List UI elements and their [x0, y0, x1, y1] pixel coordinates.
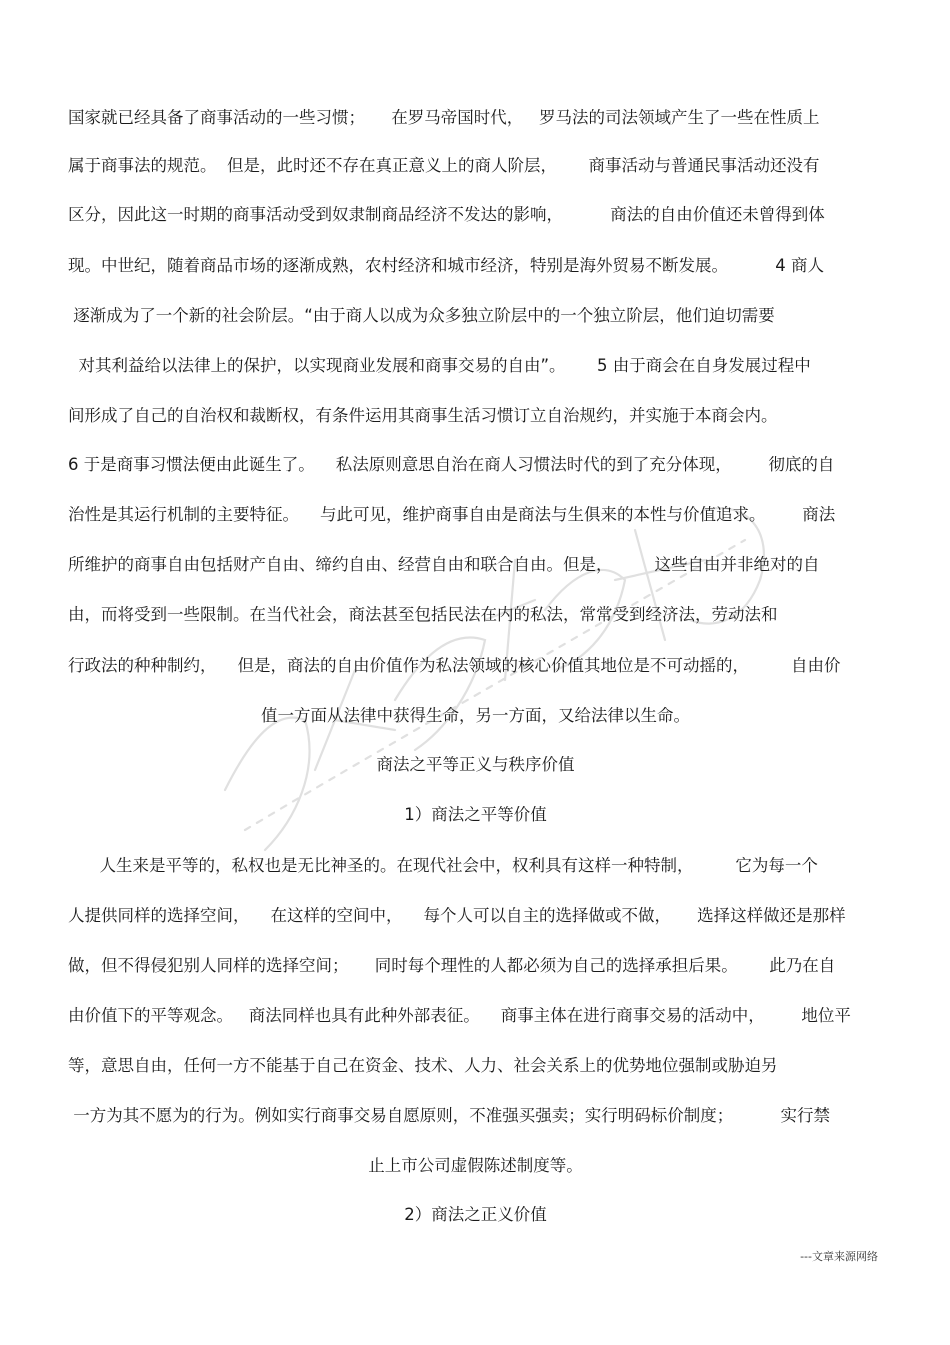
body-line-9: 治性是其运行机制的主要特征。 与此可见，维护商事自由是商法与生俱来的本性与价值追求。 商法	[68, 505, 836, 524]
body-line-10: 所维护的商事自由包括财产自由、缔约自由、经营自由和联合自由。但是， 这些自由并非绝对的自	[68, 555, 820, 574]
body-line-5: 逐渐成为了一个新的社会阶层。“由于商人以成为众多独立阶层中的一个独立阶层，他们迫切需要	[68, 306, 775, 325]
source-footer: ---文章来源网络	[800, 1250, 878, 1263]
body-line-16: 由价值下的平等观念。 商法同样也具有此种外部表征。 商事主体在进行商事交易的活动中， 地位平	[68, 1006, 851, 1025]
body-line-11: 由，而将受到一些限制。在当代社会，商法甚至包括民法在内的私法，常常受到经济法，劳动法和	[68, 605, 778, 624]
subheading-justice: 2）商法之正义价值	[404, 1205, 547, 1224]
body-line-17: 等，意思自由，任何一方不能基于自己在资金、技术、人力、社会关系上的优势地位强制或胁迫另	[68, 1056, 778, 1075]
body-line-4: 现。中世纪，随着商品市场的逐渐成熟，农村经济和城市经济，特别是海外贸易不断发展。 4 商人	[68, 256, 824, 275]
body-line-8: 6 于是商事习惯法便由此诞生了。 私法原则意思自治在商人习惯法时代的到了充分体现， 彻底的自	[68, 455, 835, 474]
body-line-12: 行政法的种种制约， 但是，商法的自由价值作为私法领域的核心价值其地位是不可动摇的， 自由价	[68, 656, 841, 675]
section-heading: 商法之平等正义与秩序价值	[376, 755, 575, 774]
body-line-13: 人生来是平等的，私权也是无比神圣的。在现代社会中，权利具有这样一种特制， 它为每一个	[68, 856, 818, 875]
body-line-6: 对其利益给以法律上的保护，以实现商业发展和商事交易的自由”。 5 由于商会在自身发展过程中	[68, 356, 811, 375]
body-line-15: 做，但不得侵犯别人同样的选择空间； 同时每个理性的人都必须为自己的选择承担后果。 此乃在自	[68, 956, 836, 975]
body-line-centered: 值一方面从法律中获得生命，另一方面，又给法律以生命。	[261, 706, 690, 725]
body-line-14: 人提供同样的选择空间， 在这样的空间中， 每个人可以自主的选择做或不做， 选择这样做还是那样	[68, 906, 846, 925]
body-line-3: 区分，因此这一时期的商事活动受到奴隶制商品经济不发达的影响， 商法的自由价值还未曾得到体	[68, 205, 825, 224]
body-line-1: 国家就已经具备了商事活动的一些习惯； 在罗马帝国时代， 罗马法的司法领域产生了一些在性质上	[68, 108, 820, 127]
body-line-7: 间形成了自己的自治权和裁断权，有条件运用其商事生活习惯订立自治规约，并实施于本商会内。	[68, 406, 778, 425]
subheading-equality: 1）商法之平等价值	[404, 805, 547, 824]
body-line-centered-2: 止上市公司虚假陈述制度等。	[368, 1156, 583, 1175]
body-line-2: 属于商事法的规范。 但是，此时还不存在真正意义上的商人阶层， 商事活动与普通民事活动还没有	[68, 156, 820, 175]
body-line-18: 一方为其不愿为的行为。例如实行商事交易自愿原则，不准强买强卖；实行明码标价制度； 实行禁	[68, 1106, 830, 1125]
